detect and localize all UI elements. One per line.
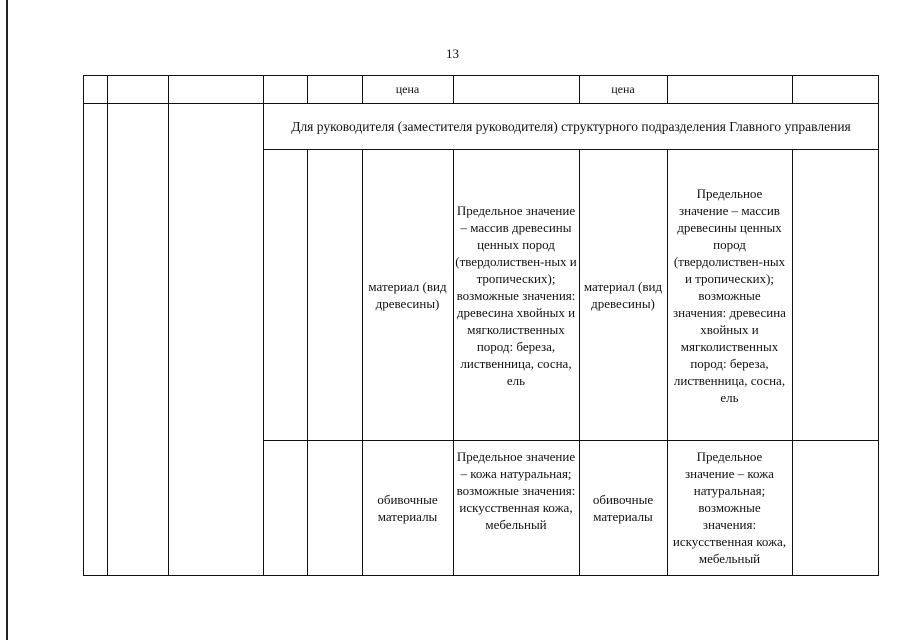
row-2-characteristic-2: обивочные материалы xyxy=(592,492,654,524)
header-price-cell-2: цена xyxy=(611,82,635,96)
section-title: Для руководителя (заместителя руководителя) структурного подразделения Главного управления xyxy=(291,118,851,134)
row-1-characteristic-1: материал (вид древесины) xyxy=(368,279,447,311)
page-number: 13 xyxy=(446,46,459,61)
row-1-value-2: Предельное значение – массив древесины ценных пород (твердолиствен-ных и тропических); возможные значения: древесина хвойных и мягколиственных пород: береза, лиственница, сосна, ель xyxy=(673,185,786,405)
header-price-cell-1: цена xyxy=(395,82,420,96)
row-2-value-2: Предельное значение – кожа натуральная; возможные значения: искусственная кожа, мебельный xyxy=(672,449,787,566)
row-2-value-1: Предельное значение – кожа натуральная; возможные значения: искусственная кожа, мебельный xyxy=(456,449,576,532)
row-1-value-1: Предельное значение – массив древесины ценных пород (твердолиствен-ных и тропических); возможные значения: древесина хвойных и мягколиственных пород: береза, лиственница, сосна, ель xyxy=(455,202,577,388)
row-1-characteristic-2: материал (вид древесины) xyxy=(583,279,663,311)
row-2-characteristic-1: обивочные материалы xyxy=(377,492,438,524)
